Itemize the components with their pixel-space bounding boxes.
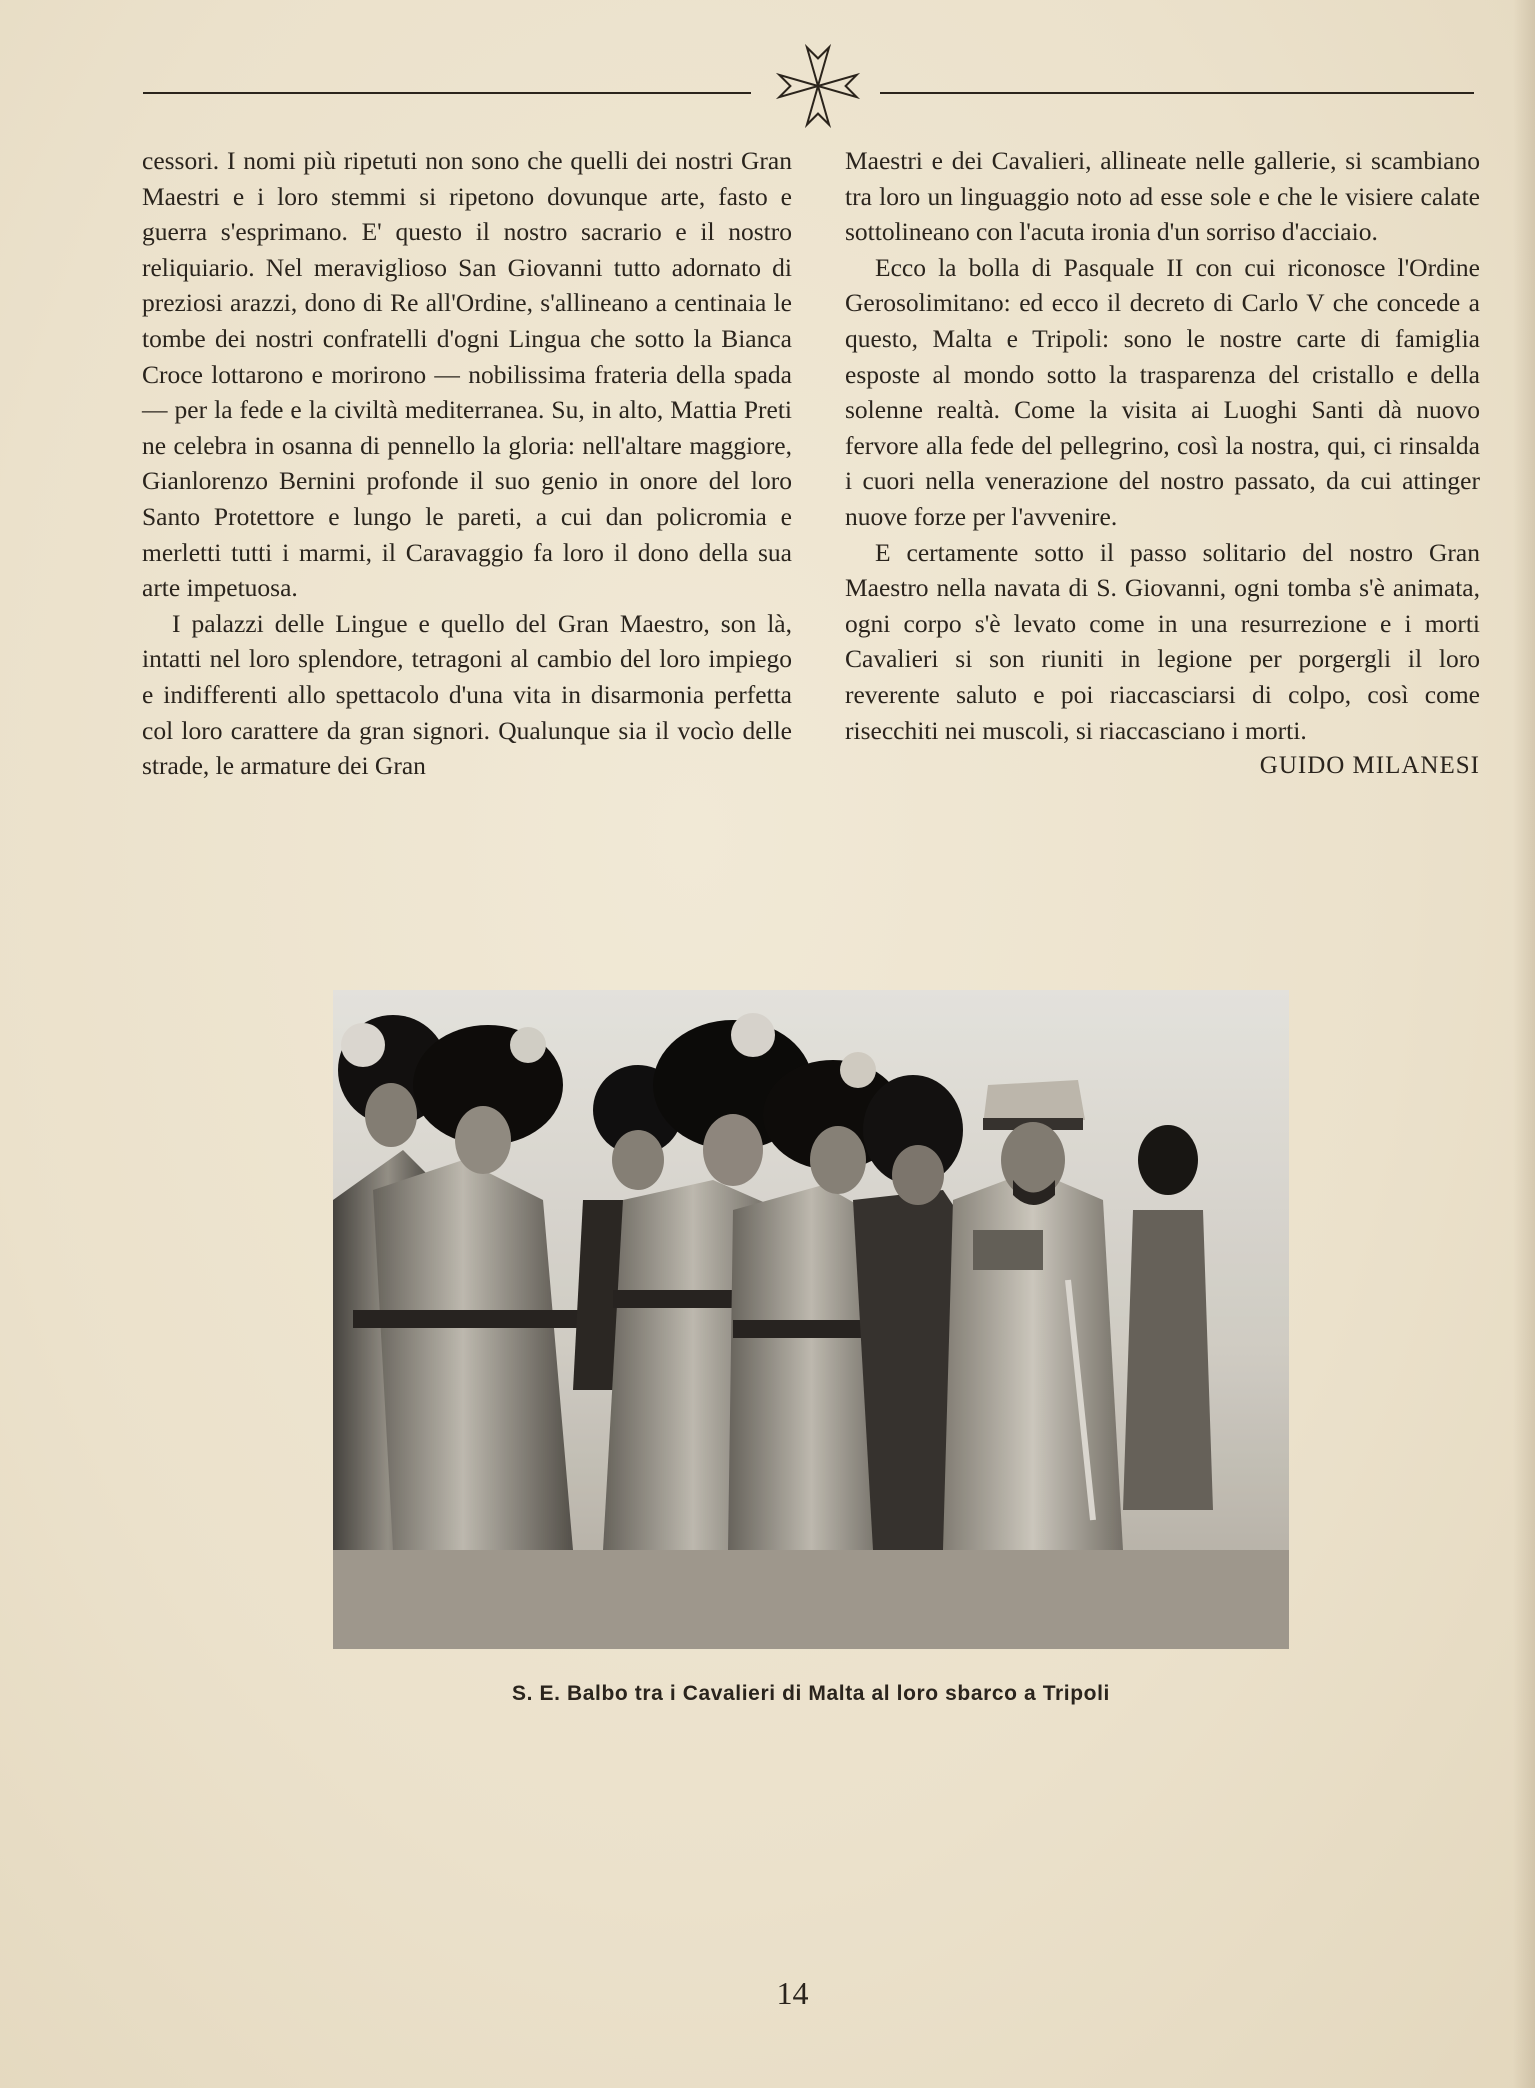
paragraph: Maestri e dei Cavalieri, allineate nelle gallerie, si scambiano tra loro un linguaggio noto ad esse sole e che le visiere calate sottolineano con l'acuta ironia d'un sorriso d'acciaio. <box>845 146 1480 247</box>
page-edge-shadow <box>1513 0 1535 2088</box>
maltese-cross-icon <box>772 40 864 132</box>
header-rule-right <box>880 92 1474 94</box>
text-column-right <box>845 143 1480 784</box>
photo-caption: S. E. Balbo tra i Cavalieri di Malta al loro sbarco a Tripoli <box>512 1682 1110 1705</box>
photograph-illustration <box>333 990 1289 1649</box>
header-rule-left <box>143 92 751 94</box>
photograph <box>333 990 1289 1649</box>
paragraph: cessori. I nomi più ripetuti non sono che quelli dei nostri Gran Maestri e i loro stemmi si ripetono dovunque arte, fasto e guerra s'esprimano. E' questo il nostro sacrario e il nostro reliquiario. Nel meraviglioso San Giovanni tutto adornato di preziosi arazzi, dono di Re all'Ordine, s'allineano a centinaia le tombe dei nostri confratelli d'ogni Lingua che sotto la Bianca Croce lottarono e morirono — nobilissima frateria della spada — per la fede e la civiltà mediterranea. Su, in alto, Mattia Preti ne celebra in osanna di pennello la gloria: nell'altare maggiore, Gianlorenzo Bernini profonde il suo genio in onore del loro Santo Protettore e lungo le pareti, a cui dan policromia e merletti tutti i marmi, il Caravaggio fa loro il dono della sua arte impetuosa. <box>142 146 792 603</box>
author-signature: GUIDO MILANESI <box>1259 752 1480 780</box>
paragraph: Ecco la bolla di Pasquale II con cui riconosce l'Ordine Gerosolimitano: ed ecco il decreto di Carlo V che concede a questo, Malta e Tripoli: sono le nostre carte di famiglia esposte al mondo sotto la trasparenza del cristallo e della solenne realtà. Come la visita ai Luoghi Santi dà nuovo fervore alla fede del pellegrino, così la nostra, qui, ci rinsalda i cuori nella venerazione del nostro passato, da cui attinger nuove forze per l'avvenire. <box>845 252 1480 531</box>
page-number: 14 <box>776 1975 809 2011</box>
paragraph: I palazzi delle Lingue e quello del Gran Maestro, son là, intatti nel loro splendore, tetragoni al cambio del loro impiego e indifferenti allo spettacolo d'una vita in disarmonia perfetta col loro carattere da gran signori. Qualunque sia il vocìo delle strade, le armature dei Gran <box>142 608 792 781</box>
text-column-left <box>142 143 792 784</box>
paragraph: E certamente sotto il passo solitario del nostro Gran Maestro nella navata di S. Giovanni, ogni tomba s'è animata, ogni corpo s'è levato come in una resurrezione e i morti Cavalieri si son riuniti in legione per porgergli il loro reverente saluto e poi riaccasciarsi di colpo, così come risecchiti nei muscoli, si riaccasciano i morti. <box>845 537 1480 745</box>
